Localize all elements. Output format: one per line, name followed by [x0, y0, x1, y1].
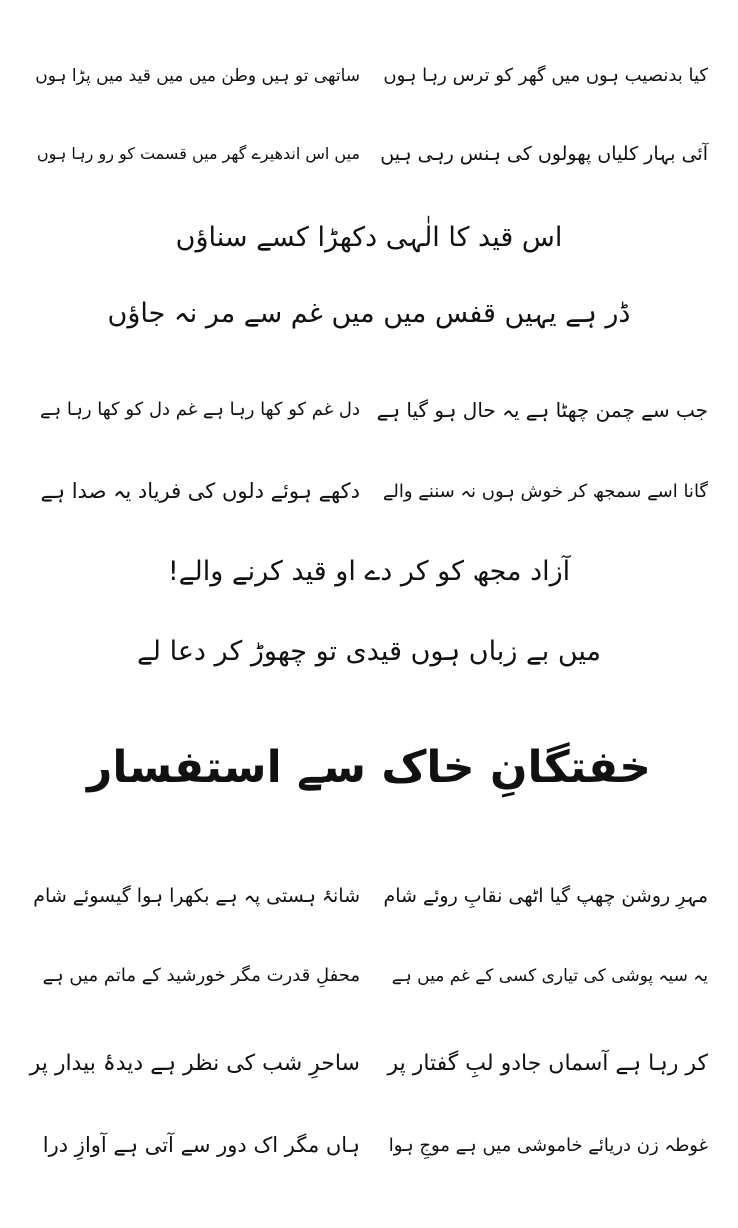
misra-second: شانۂ ہستی پہ ہے بکھرا ہوا گیسوئے شام — [33, 884, 360, 907]
misra-first: مہرِ روشن چھپ گیا اٹھی نقابِ روئے شام — [383, 884, 708, 907]
misra-second: ساتھی تو ہیں وطن میں میں قید میں پڑا ہوں — [35, 65, 360, 86]
verse-row — [30, 868, 708, 924]
poem-title: خفتگانِ خاک سے استفسار — [87, 742, 651, 793]
verse-row — [30, 48, 708, 104]
misra-first: آئی بہار کلیاں پھولوں کی ہنس رہی ہیں — [380, 142, 708, 165]
misra-second: میں اس اندھیرے گھر میں قسمت کو رو رہا ہوں — [36, 144, 360, 164]
centered-misra: ڈر ہے یہیں قفس میں میں غم سے مر نہ جاؤں — [107, 298, 631, 329]
misra-first: یہ سیہ پوشی کی تیاری کسی کے غم میں ہے — [391, 965, 708, 986]
verse-row — [30, 126, 708, 182]
verse-row — [30, 382, 708, 438]
misra-second: محفلِ قدرت مگر خورشید کے ماتم میں ہے — [42, 965, 360, 987]
verse-row — [30, 1118, 708, 1174]
misra-second: دکھے ہوئے دلوں کی فریاد یہ صدا ہے — [40, 479, 360, 504]
centered-misra: میں بے زباں ہوں قیدی تو چھوڑ کر دعا لے — [136, 636, 602, 667]
misra-first: جب سے چمن چھٹا ہے یہ حال ہو گیا ہے — [376, 398, 708, 422]
misra-first: گانا اسے سمجھ کر خوش ہوں نہ سننے والے — [382, 481, 708, 503]
centered-misra: اس قید کا الٰہی دکھڑا کسے سناؤں — [175, 222, 563, 253]
misra-second: ساحرِ شب کی نظر ہے دیدۂ بیدار پر — [29, 1050, 360, 1076]
misra-first: کیا بدنصیب ہوں میں گھر کو ترس رہا ہوں — [383, 65, 708, 87]
misra-first: غوطہ زن دریائے خاموشی میں ہے موجِ ہوا — [388, 1135, 708, 1157]
misra-second: ہاں مگر اک دور سے آتی ہے آوازِ درا — [42, 1133, 360, 1158]
centered-misra: آزاد مجھ کو کر دے او قید کرنے والے! — [167, 556, 571, 587]
misra-second: دل غم کو کھا رہا ہے غم دل کو کھا رہا ہے — [40, 399, 360, 421]
verse-row — [30, 1036, 708, 1092]
verse-row — [30, 948, 708, 1004]
verse-row — [30, 464, 708, 520]
misra-first: کر رہا ہے آسماں جادو لبِ گفتار پر — [387, 1050, 708, 1076]
